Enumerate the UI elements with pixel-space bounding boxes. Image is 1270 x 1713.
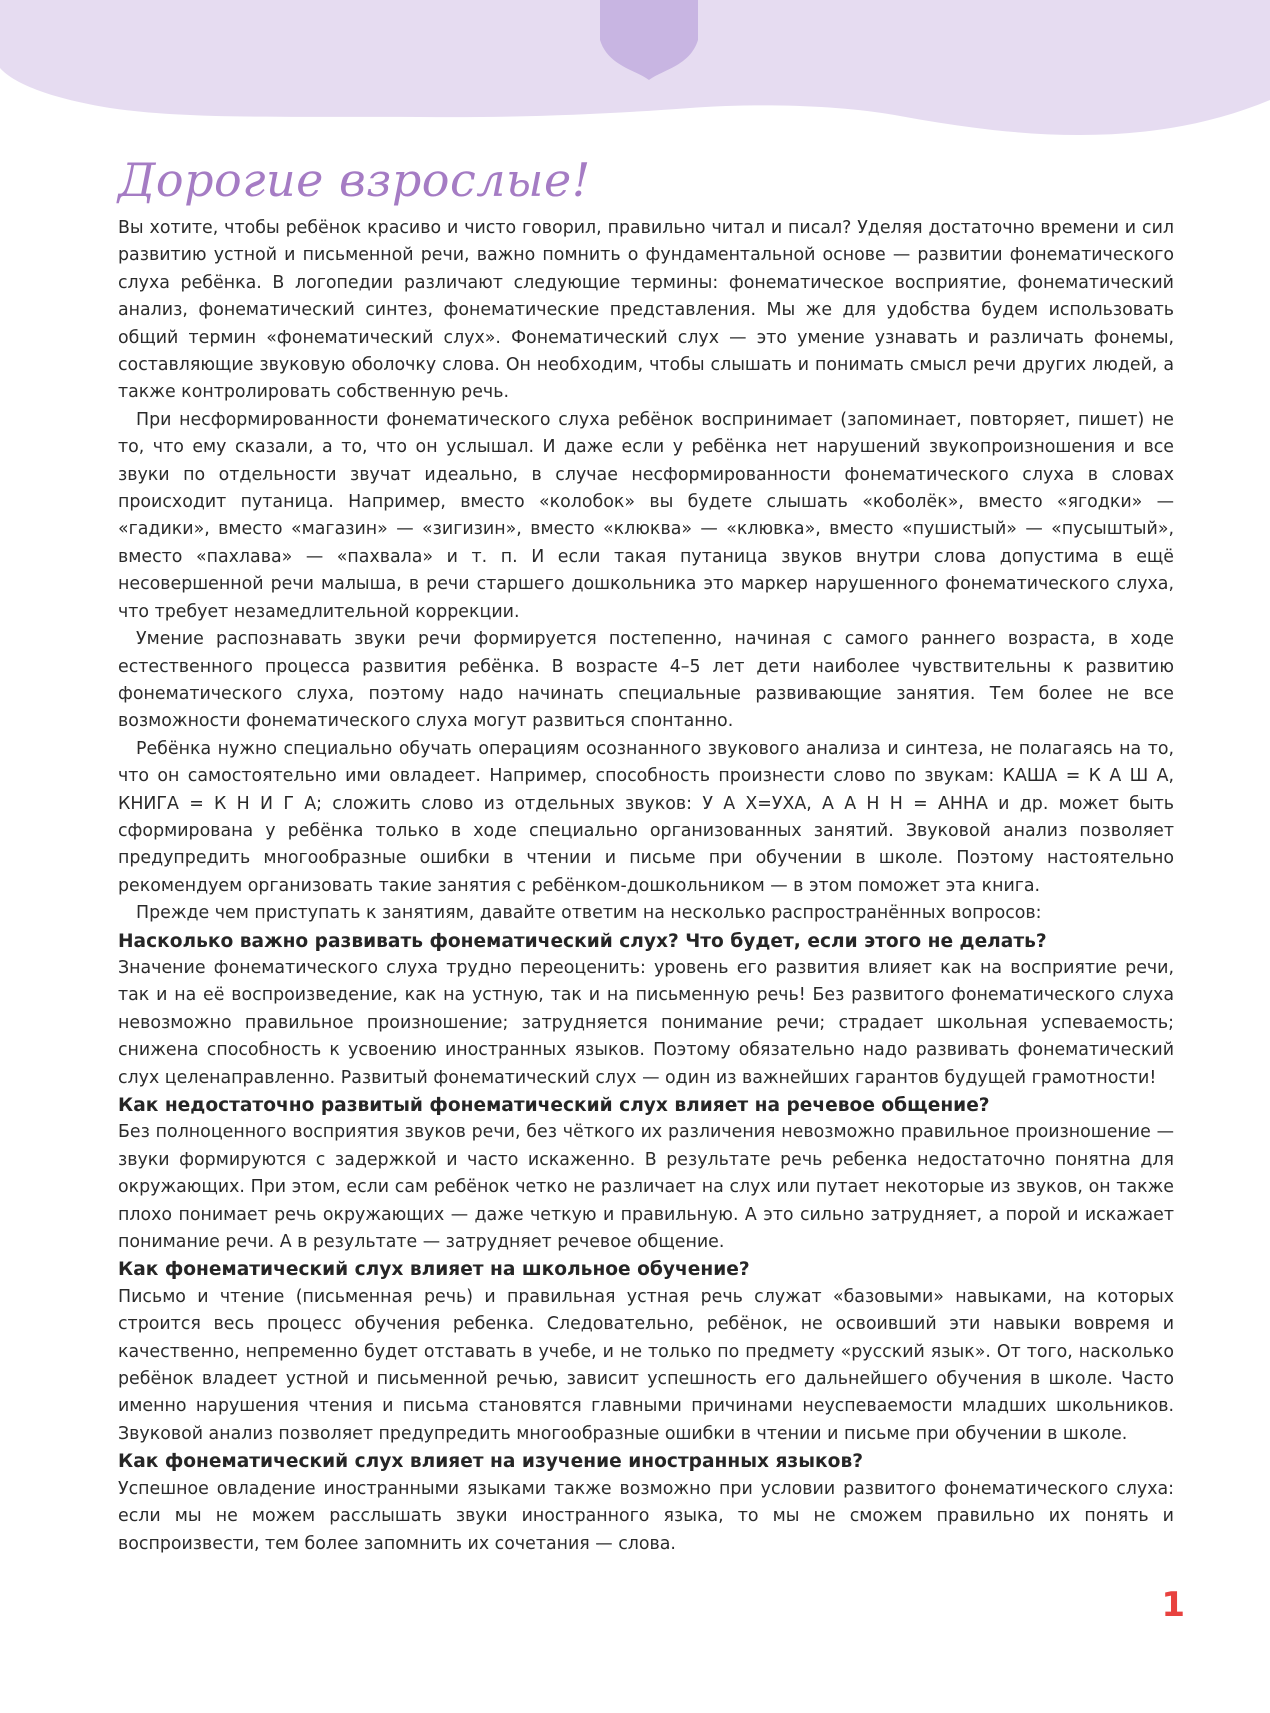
top-decorative-banner [0, 0, 1270, 150]
page-title: Дорогие взрослые! [118, 153, 591, 207]
answer-paragraph: Без полноценного восприятия звуков речи, без чёткого их различения невозможно правильное произношение — звуки формируются с задержкой и часто искаженно. В результате речь ребенка недостаточно понятна для окружающих. При этом, если сам ребёнок четко не различает на слух или путает некоторые из звуков, он также плохо понимает речь окружающих — даже четкую и правильную. А это сильно затрудняет, а порой и искажает понимание речи. А в результате — затрудняет речевое общение. [118, 1122, 1174, 1253]
body-paragraph: Прежде чем приступать к занятиям, давайте ответим на несколько распространённых вопросов: [136, 903, 1042, 924]
article-body [118, 215, 1174, 1558]
answer-paragraph: Значение фонематического слуха трудно переоценить: уровень его развития влияет как на восприятие речи, так и на её воспроизведение, как на устную, так и на письменную речь! Без развитого фонематического слуха невозможно правильное произношение; затрудняется понимание речи; страдает школьная успеваемость; снижена способность к усвоению иностранных языков. Поэтому обязательно надо развивать фонематический слух целенаправленно. Развитый фонематический слух — один из важнейших гарантов будущей грамотности! [118, 957, 1174, 1088]
answer-paragraph: Письмо и чтение (письменная речь) и правильная устная речь служат «базовыми» навыками, на которых строится весь процесс обучения ребенка. Следовательно, ребёнок, не освоивший эти навыки вовремя и качественно, непременно будет отставать в учебе, и не только по предмету «русский язык». От того, насколько ребёнок владеет устной и письменной речью, зависит успешность его дальнейшего обучения в школе. Часто именно нарушения чтения и письма становятся главными причинами неуспеваемости младших школьников. Звуковой анализ позволяет предупредить многообразные ошибки в чтении и письме при обучении в школе. [118, 1286, 1174, 1444]
question-heading: Как недостаточно развитый фонематический слух влияет на речевое общение? [118, 1095, 990, 1116]
page-number: 1 [1161, 1585, 1185, 1625]
body-paragraph: Умение распознавать звуки речи формируется постепенно, начиная с самого раннего возраста, в ходе естественного процесса развития ребёнка. В возрасте 4–5 лет дети наиболее чувствительны к развитию фонематического слуха, поэтому надо начинать специальные развивающие занятия. Тем более не все возможности фонематического слуха могут развиться спонтанно. [118, 629, 1174, 732]
body-paragraph: Ребёнка нужно специально обучать операциям осознанного звукового анализа и синтеза, не полагаясь на то, что он самостоятельно ими овладеет. Например, способность произнести слово по звукам: КАША = К А Ш А, КНИГА = К Н И Г А; сложить слово из отдельных звуков: У А Х=УХА, А А Н Н = АННА и др. может быть сформирована у ребёнка только в ходе специально организованных занятий. Звуковой анализ позволяет предупредить многообразные ошибки в чтении и письме при обучении в школе. Поэтому настоятельно рекомендуем организовать такие занятия с ребёнком-дошкольником — в этом поможет эта книга. [118, 738, 1174, 896]
answer-paragraph: Успешное овладение иностранными языками также возможно при условии развитого фонематического слуха: если мы не можем расслышать звуки иностранного языка, то мы не сможем правильно их понять и воспроизвести, тем более запомнить их сочетания — слова. [118, 1478, 1174, 1554]
intro-paragraph: Вы хотите, чтобы ребёнок красиво и чисто говорил, правильно читал и писал? Уделяя достаточно времени и сил развитию устной и письменной речи, важно помнить о фундаментальной основе — развитии фонематического слуха ребёнка. В логопедии различают следующие термины: фонематическое восприятие, фонематический анализ, фонематический синтез, фонематические представления. Мы же для удобства будем использовать общий термин «фонематический слух». Фонематический слух — это умение узнавать и различать фонемы, составляющие звуковую оболочку слова. Он необходим, чтобы слышать и понимать смысл речи других людей, а также контролировать собственную речь. [118, 218, 1174, 403]
question-heading: Насколько важно развивать фонематический слух? Что будет, если этого не делать? [118, 930, 1047, 952]
body-paragraph: При несформированности фонематического слуха ребёнок воспринимает (запоминает, повторяет, пишет) не то, что ему сказали, а то, что он услышал. И даже если у ребёнка нет нарушений звукопроизношения и все звуки по отдельности звучат идеально, в случае несформированности фонематического слуха в словах происходит путаница. Например, вместо «колобок» вы будете слышать «коболёк», вместо «ягодки» — «гадики», вместо «магазин» — «зигизин», вместо «клюква» — «клювка», вместо «пушистый» — «пусыштый», вместо «пахлава» — «пахвала» и т. п. И если такая путаница звуков внутри слова допустима в ещё несовершенной речи малыша, в речи старшего дошкольника это маркер нарушенного фонематического слуха, что требует незамедлительной коррекции. [118, 409, 1174, 622]
question-heading: Как фонематический слух влияет на изучение иностранных языков? [118, 1451, 863, 1473]
question-heading: Как фонематический слух влияет на школьное обучение? [118, 1259, 750, 1281]
